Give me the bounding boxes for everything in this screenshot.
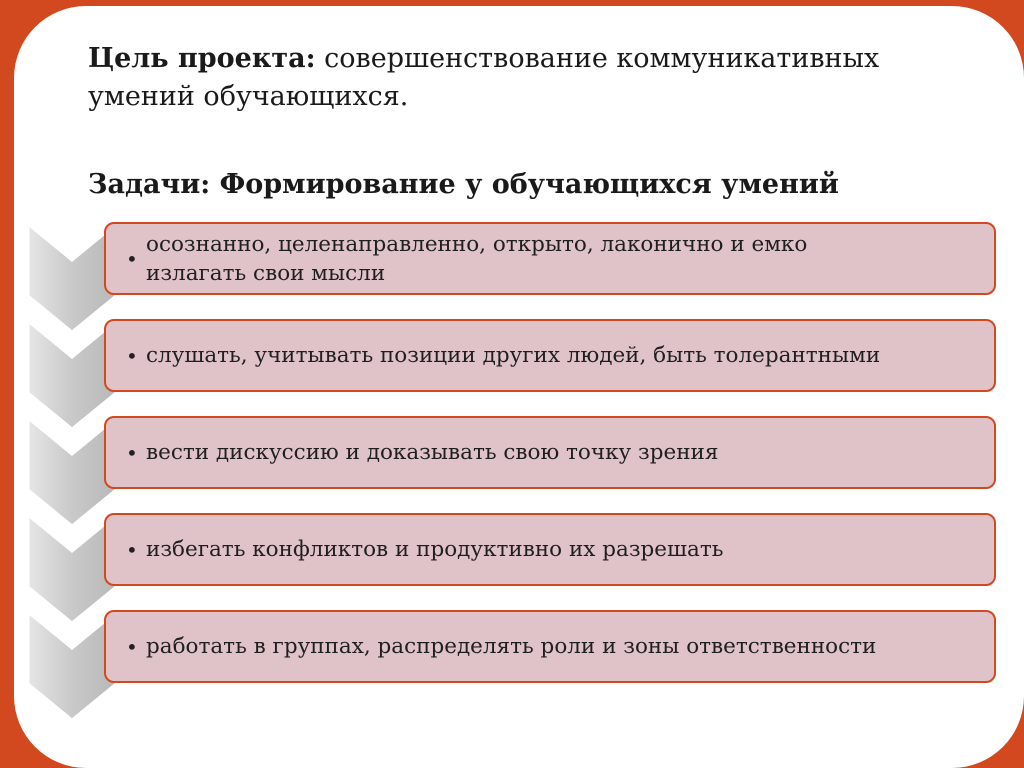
goal-label: Цель проекта: [88, 43, 316, 74]
bullet-icon: • [126, 440, 138, 465]
bullet-icon: • [126, 343, 138, 368]
task-item [104, 319, 996, 392]
task-item [104, 610, 996, 683]
task-item-text: осознанно, целенаправленно, открыто, лаконично и емко излагать свои мысли [146, 231, 808, 286]
task-item [104, 513, 996, 586]
bullet-icon: • [126, 634, 138, 659]
project-goal [88, 40, 968, 116]
bullet-icon: • [126, 537, 138, 562]
task-item [104, 416, 996, 489]
task-item-text: избегать конфликтов и продуктивно их разрешать [146, 537, 724, 562]
task-item-text: работать в группах, распределять роли и зоны ответственности [146, 634, 877, 659]
slide-card [14, 6, 1024, 768]
task-item [104, 222, 996, 295]
goal-text: совершенствование коммуникативных умений обучающихся. [88, 43, 880, 112]
tasks-title: Задачи: Формирование у обучающихся умений [88, 169, 839, 200]
bullet-icon: • [126, 246, 138, 271]
task-item-text: слушать, учитывать позиции других людей, быть толерантными [146, 343, 881, 368]
task-item-text: вести дискуссию и доказывать свою точку зрения [146, 440, 719, 465]
